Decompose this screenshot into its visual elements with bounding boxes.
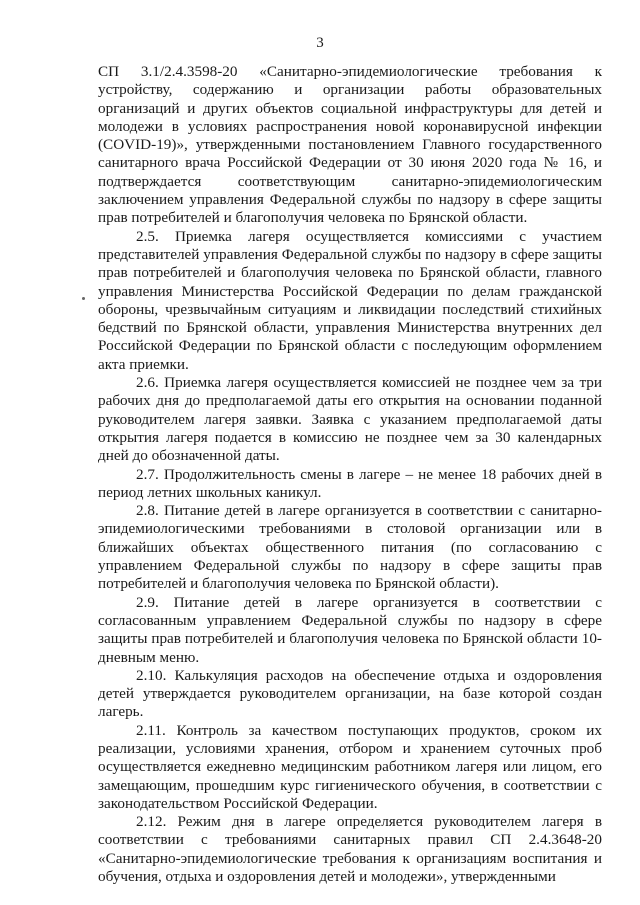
paragraph-2-11: 2.11. Контроль за качеством поступающих продуктов, сроком их реализации, условиями хранения, отбором и хранением суточных проб осуществляется ежедневно медицинским работником лагеря или лицом, его замещающим, прошедшим курс гигиенического обучения, в соответствии с законодательством Российской Федерации. bbox=[98, 721, 602, 812]
paragraph-2-6: 2.6. Приемка лагеря осуществляется комиссией не позднее чем за три рабочих дня до предполагаемой даты его открытия на основании поданной руководителем лагеря заявки. Заявка с указанием предполагаемой даты открытия лагеря подается в комиссию не позднее чем за 30 календарных дней до обозначенной даты. bbox=[98, 374, 602, 465]
page-number: 3 bbox=[316, 35, 324, 51]
paragraph-sp-continuation: СП 3.1/2.4.3598-20 «Санитарно-эпидемиологические требования к устройству, содержанию и организации работы образовательных организаций и других объектов социальной инфраструктуры для детей и молодежи в условиях распространения новой коронавирусной инфекции (COVID-19)», утвержденными постановлением Главного государственного санитарного врача Российской Федерации от 30 июня 2020 года № 16, и подтверждается соответствующим санитарно-эпидемиологическим заключением управления Федеральной службы по надзору в сфере защиты прав потребителей и благополучия человека по Брянской области. bbox=[98, 63, 602, 227]
paragraph-2-8: 2.8. Питание детей в лагере организуется в соответствии с санитарно-эпидемиологическими требованиями в столовой организации или в ближайших объектах общественного питания (по согласованию с управлением Федеральной службы по надзору в сфере защиты прав потребителей и благополучия человека по Брянской области). bbox=[98, 502, 602, 593]
paragraph-2-12: 2.12. Режим дня в лагере определяется руководителем лагеря в соответствии с требованиями санитарных правил СП 2.4.3648-20 «Санитарно-эпидемиологические требования к организациям воспитания и обучения, отдыха и оздоровления детей и молодежи», утвержденными bbox=[98, 813, 602, 886]
paragraph-2-7: 2.7. Продолжительность смены в лагере – не менее 18 рабочих дней в период летних школьных каникул. bbox=[98, 465, 602, 501]
paragraph-2-10: 2.10. Калькуляция расходов на обеспечение отдыха и оздоровления детей утверждается руководителем организации, на базе которой создан лагерь. bbox=[98, 666, 602, 721]
document-body bbox=[98, 63, 602, 886]
paragraph-2-9: 2.9. Питание детей в лагере организуется в соответствии с согласованным управлением Федеральной службы по надзору в сфере защиты прав потребителей и благополучия человека по Брянской области 10-дневным меню. bbox=[98, 593, 602, 666]
scan-margin-dot bbox=[82, 297, 85, 300]
paragraph-2-5: 2.5. Приемка лагеря осуществляется комиссиями с участием представителей управления Федеральной службы по надзору в сфере защиты прав потребителей и благополучия человека по Брянской области, главного управления Министерства Российской Федерации по делам гражданской обороны, чрезвычайным ситуациям и ликвидации последствий стихийных бедствий по Брянской области, управления Министерства внутренних дел Российской Федерации по Брянской области с последующим оформлением акта приемки. bbox=[98, 227, 602, 373]
